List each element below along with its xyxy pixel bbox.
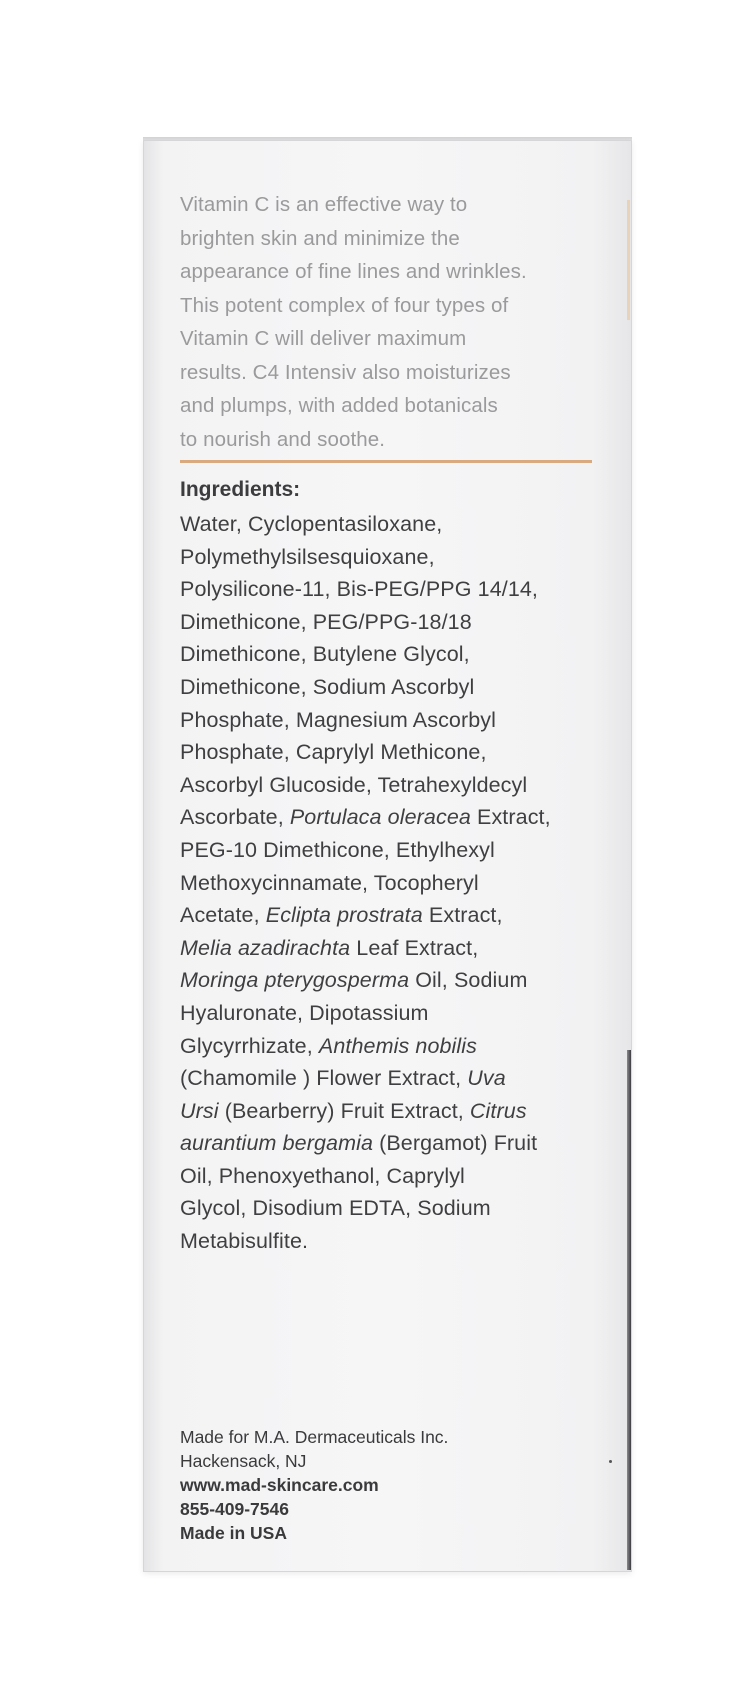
ingredient-line: Dimethicone, PEG/PPG-18/18 [180,609,472,634]
ingredient-line [180,1062,610,1095]
ingredient-line [180,899,610,932]
box-edge-accent [627,200,630,320]
ingredient-line: Metabisulfite. [180,1229,309,1254]
ingredient-text: (Chamomile ) Flower Extract, [180,1066,468,1091]
ingredient-line [180,932,610,965]
ingredient-line: Polymethylsilsesquioxane, [180,544,435,569]
ingredient-line: Methoxycinnamate, Tocopheryl [180,870,479,895]
ingredient-text: Oil, Sodium [409,968,528,993]
description-line: brighten skin and minimize the [180,226,460,250]
print-dot [609,1460,612,1463]
ingredient-line: Dimethicone, Butylene Glycol, [180,642,470,667]
ingredient-latin-name: Melia azadirachta [180,935,351,960]
ingredient-text: Acetate, [180,903,266,928]
ingredient-text: Glycyrrhizate, [180,1033,319,1058]
product-description [180,188,600,456]
city-text: Hackensack, NJ [180,1451,307,1471]
ingredient-text: Extract, [470,805,551,830]
ingredients-list [180,508,610,1258]
ingredient-line: PEG-10 Dimethicone, Ethylhexyl [180,837,495,862]
ingredient-line: Ascorbyl Glucoside, Tetrahexyldecyl [180,772,528,797]
manufacturer-info [180,1425,448,1545]
ingredient-line: Polysilicone-11, Bis-PEG/PPG 14/14, [180,577,539,602]
made-for-text: Made for M.A. Dermaceuticals Inc. [180,1427,449,1447]
box-edge-shadow [627,1050,631,1570]
ingredient-line: Glycol, Disodium EDTA, Sodium [180,1196,491,1221]
ingredient-line: Oil, Phenoxyethanol, Caprylyl [180,1163,465,1188]
description-line: to nourish and soothe. [180,427,386,451]
ingredient-line: Hyaluronate, Dipotassium [180,1000,429,1025]
description-line: Vitamin C will deliver maximum [180,327,467,350]
ingredient-text: Extract, [422,903,503,928]
ingredient-line: Phosphate, Caprylyl Methicone, [180,740,487,765]
ingredient-latin-name: Citrus [469,1098,527,1123]
ingredient-line: Phosphate, Magnesium Ascorbyl [180,707,497,732]
description-line: This potent complex of four types of [180,293,509,317]
ingredient-latin-name: Uva [467,1066,506,1091]
ingredient-line [180,1127,610,1160]
description-line: and plumps, with added botanicals [180,394,498,417]
ingredient-latin-name: Eclipta prostrata [265,903,423,928]
ingredient-text: Ascorbate, [180,805,290,830]
ingredient-text: Leaf Extract, [350,935,479,960]
ingredients-heading: Ingredients: [180,478,301,501]
ingredient-line [180,1030,610,1063]
ingredient-text: (Bearberry) Fruit Extract, [218,1098,470,1123]
ingredient-latin-name: Portulaca oleracea [289,805,471,830]
ingredient-latin-name: Ursi [180,1098,219,1123]
ingredient-latin-name: aurantium bergamia [180,1131,374,1156]
ingredient-line [180,1095,610,1128]
section-divider [180,460,592,463]
phone-text: 855-409-7546 [180,1499,289,1519]
ingredient-line: Water, Cyclopentasiloxane, [180,512,443,536]
website-text: www.mad-skincare.com [180,1475,379,1495]
ingredient-latin-name: Anthemis nobilis [318,1033,478,1058]
description-line: Vitamin C is an effective way to [180,193,468,216]
description-line: appearance of fine lines and wrinkles. [180,260,527,283]
ingredient-latin-name: Moringa pterygosperma [180,968,410,993]
ingredient-line [180,801,610,834]
ingredient-line [180,964,610,997]
ingredient-text: (Bergamot) Fruit [373,1131,538,1156]
origin-text: Made in USA [180,1523,287,1543]
description-line: results. C4 Intensiv also moisturizes [180,360,511,384]
ingredient-line: Dimethicone, Sodium Ascorbyl [180,674,475,699]
